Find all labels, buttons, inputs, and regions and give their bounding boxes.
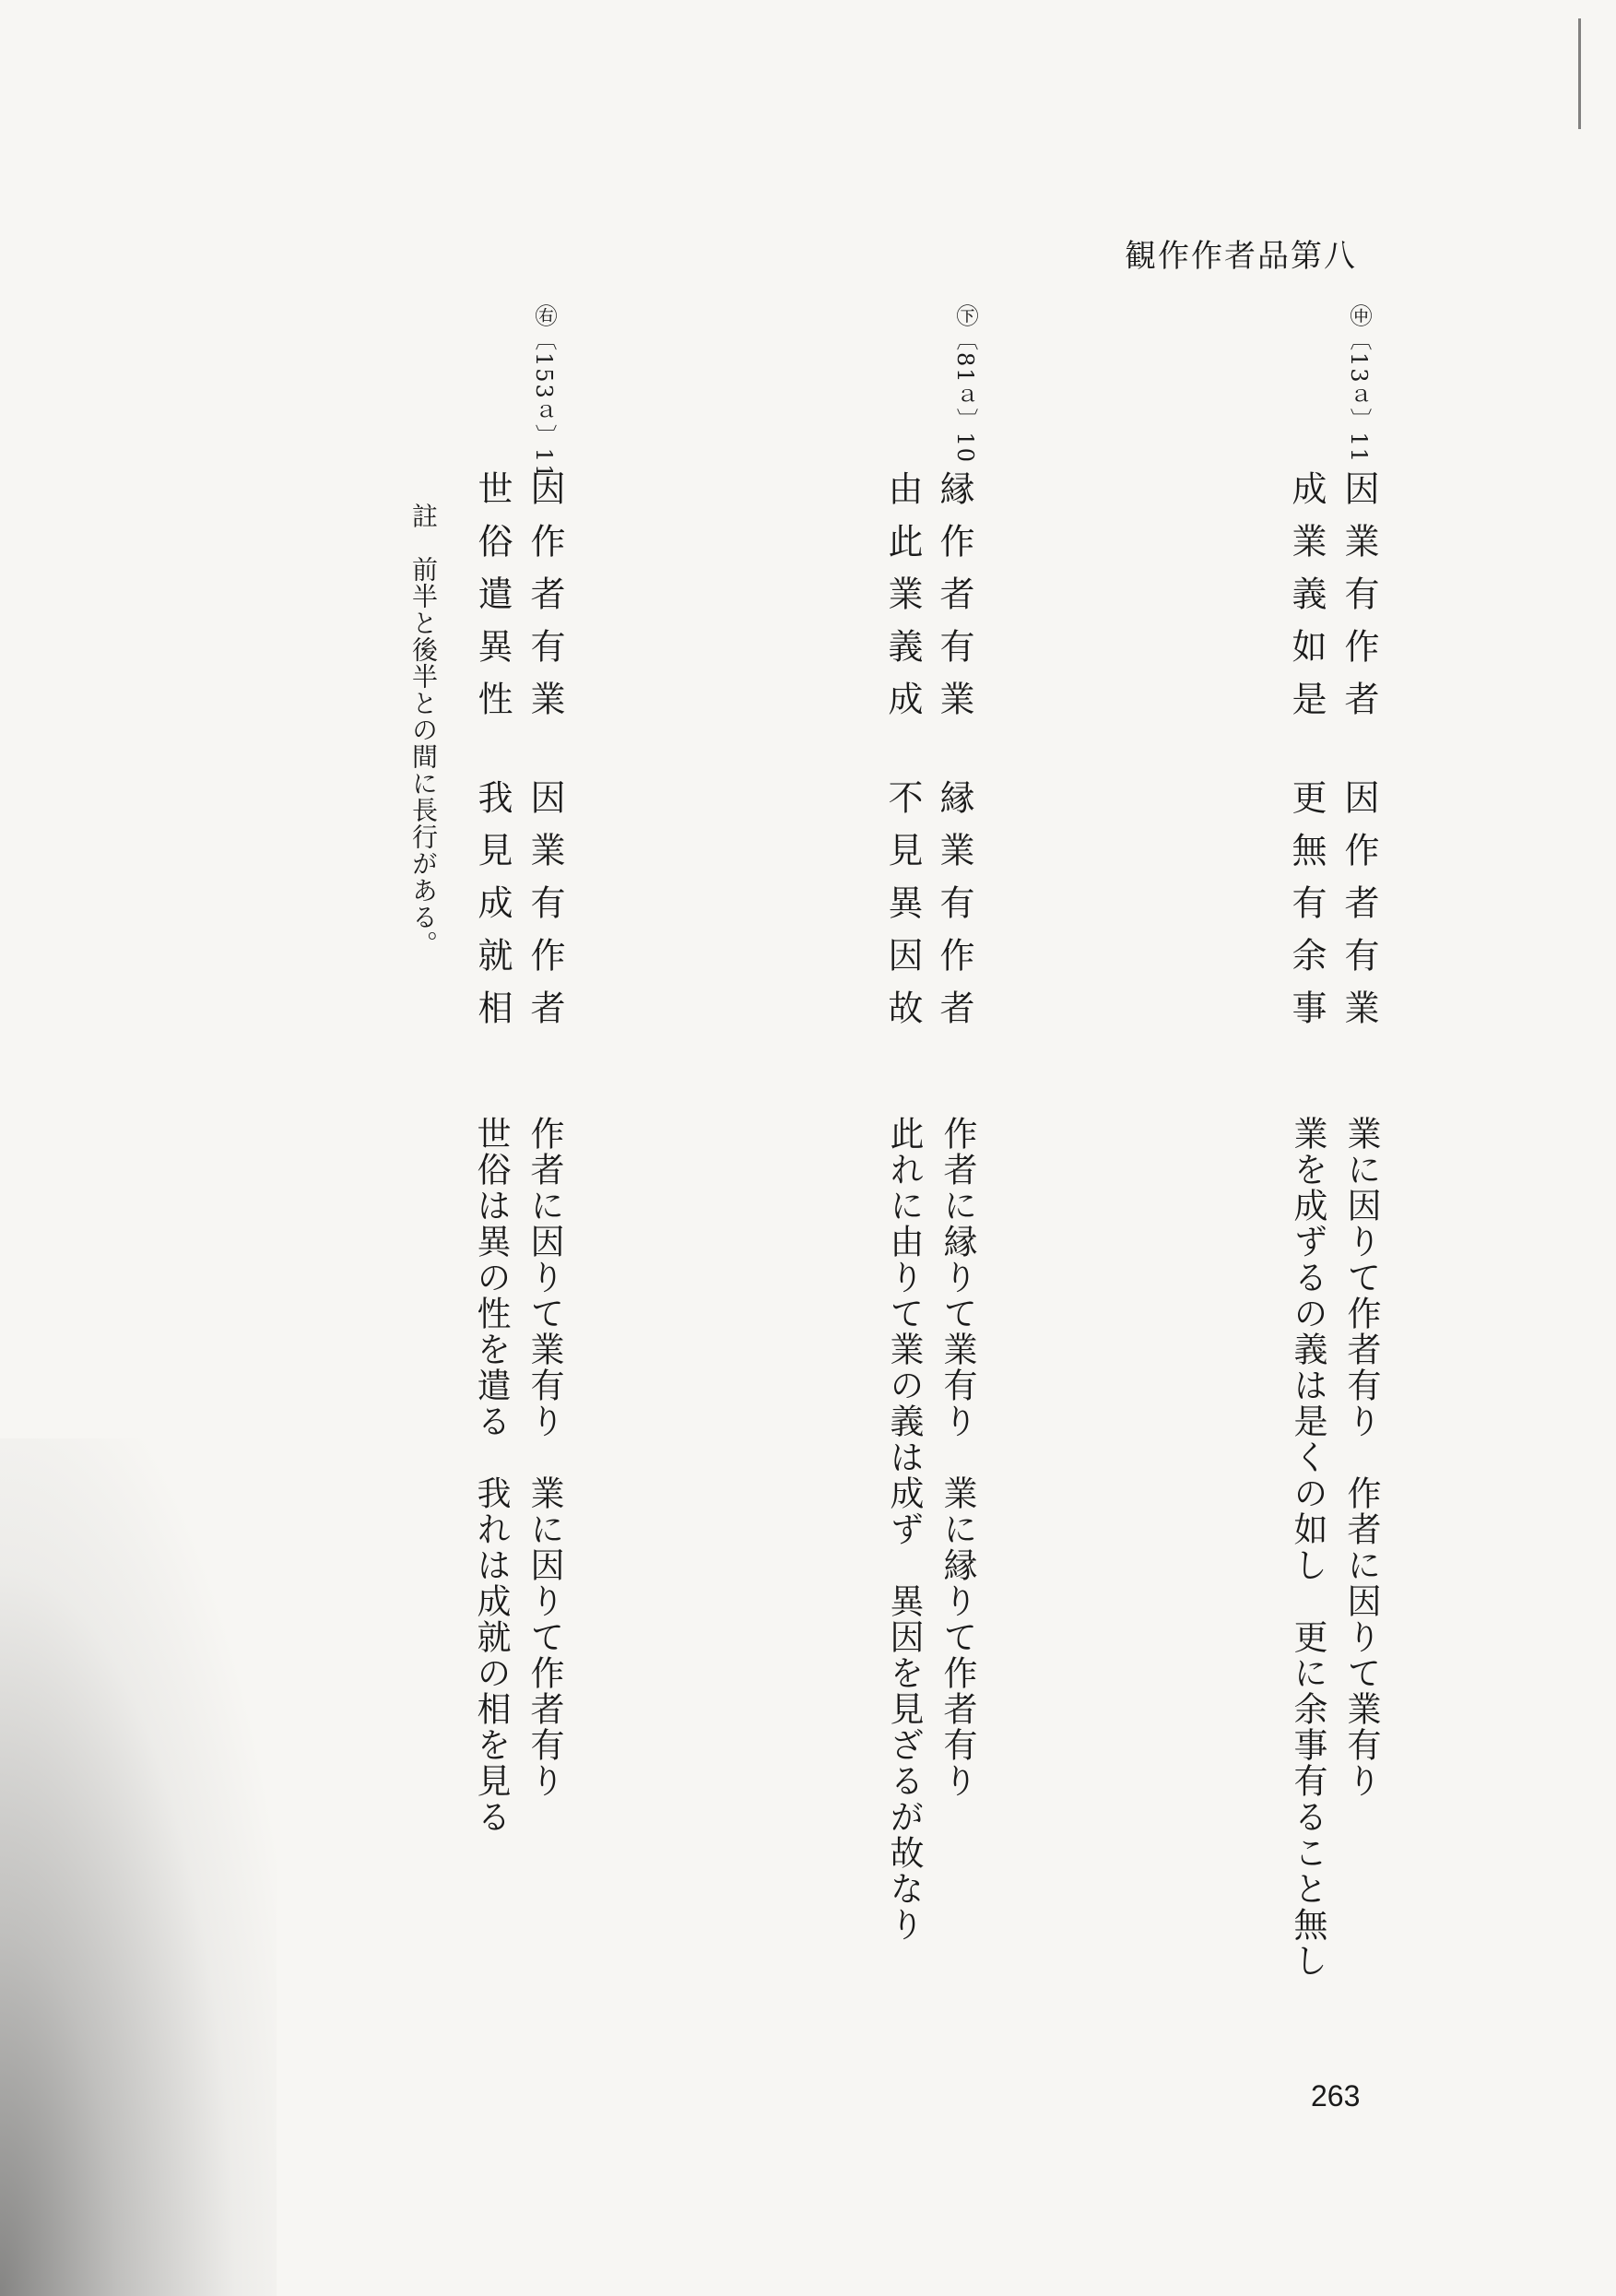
reading-line-2: 此れに由りて業の義は成ず 異因を見ざるが故なり [884,1116,924,1943]
verse-line-1a: 因業有作者 [1339,470,1379,733]
reading-line-2: 世俗は異の性を遣る 我れは成就の相を見る [471,1116,511,1835]
reading-line-1: 作者に縁りて業有り 業に縁りて作者有り [938,1116,977,1799]
scan-shadow [0,1438,277,2296]
verse-ref: ㊦〔81ａ〕10 [952,304,978,465]
verse-line-1b: 因作者有業 [1339,779,1379,1042]
verse-line-2b: 我見成就相 [472,779,513,1042]
scan-edge-mark [1578,18,1581,129]
running-head: 観作作者品第八 [1125,238,1357,275]
reading-line-1: 作者に因りて業有り 業に因りて作者有り [525,1116,564,1799]
verse-line-2b: 更無有余事 [1286,779,1327,1042]
verse-ref: ㊨〔153ａ〕11 [531,304,557,480]
reading-line-2: 業を成ずるの義は是くの如し 更に余事有ること無し [1288,1116,1327,1979]
verse-line-2a: 由此業義成 [882,470,923,733]
verse-line-2a: 成業義如是 [1286,470,1327,733]
verse-line-1b: 因業有作者 [525,779,565,1042]
verse-line-2a: 世俗遣異性 [472,470,513,733]
verse-line-1a: 因作者有業 [525,470,565,733]
verse-line-1b: 縁業有作者 [934,779,974,1042]
page-number: 263 [1311,2079,1361,2113]
footnote: 註 前半と後半との間に長行がある。 [408,503,439,957]
reading-line-1: 業に因りて作者有り 作者に因りて業有り [1341,1116,1381,1799]
verse-ref: ㊥〔13ａ〕11 [1346,304,1372,465]
verse-line-1a: 縁作者有業 [934,470,974,733]
verse-line-2b: 不見異因故 [882,779,923,1042]
